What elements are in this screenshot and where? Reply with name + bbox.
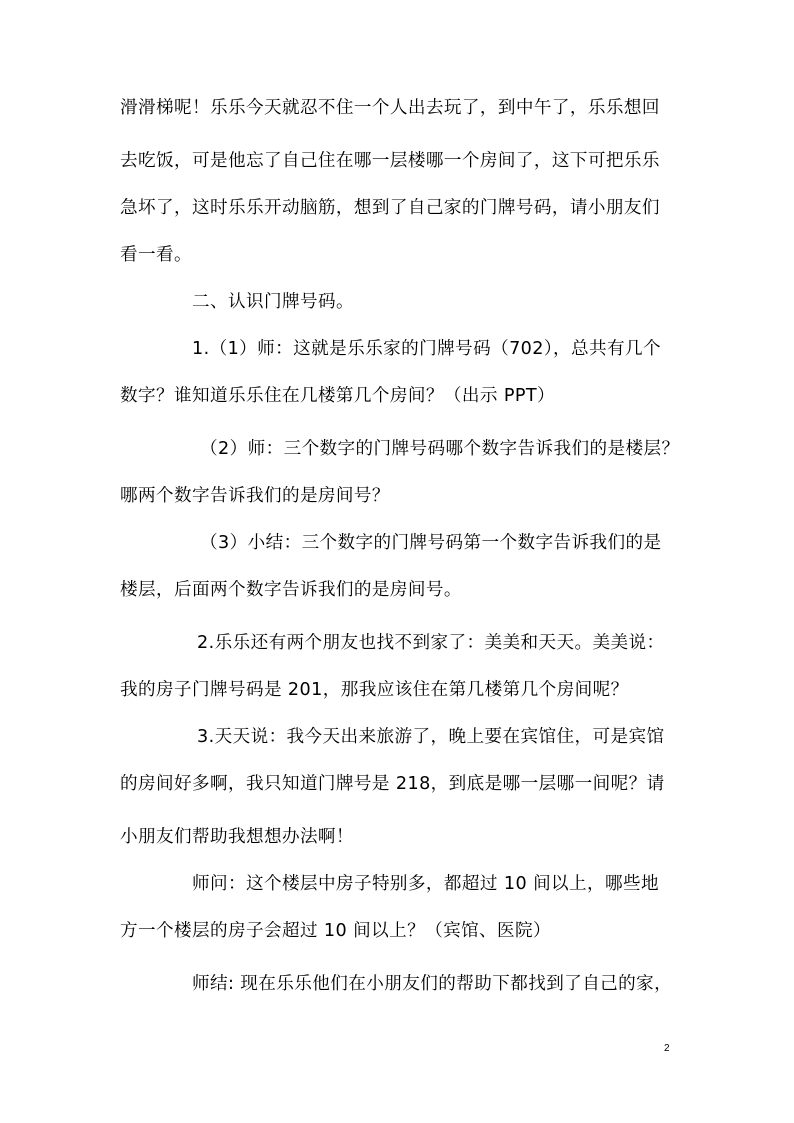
- paragraph-7-line-1: 师问：这个楼层中房子特别多，都超过 10 间以上，哪些地: [192, 874, 660, 894]
- paragraph-6-line-1: 3.天天说：我今天出来旅游了，晚上要在宾馆住，可是宾馆: [197, 727, 665, 747]
- paragraph-6-line-3: 小朋友们帮助我想想办法啊！: [120, 827, 354, 847]
- paragraph-3-line-1: （2）师：三个数字的门牌号码哪个数字告诉我们的是楼层？: [200, 439, 680, 459]
- paragraph-1-line-4: 看一看。: [120, 245, 192, 265]
- section-heading: 二、认识门牌号码。: [192, 292, 354, 312]
- paragraph-8-line-1: 师结: 现在乐乐他们在小朋友们的帮助下都找到了自己的家，: [192, 974, 673, 994]
- paragraph-1-line-1: 滑滑梯呢！乐乐今天就忍不住一个人出去玩了，到中午了，乐乐想回: [120, 98, 660, 118]
- paragraph-2-line-1: 1.（1）师：这就是乐乐家的门牌号码（702），总共有几个: [192, 339, 662, 359]
- paragraph-1-line-2: 去吃饭，可是他忘了自己住在哪一层楼哪一个房间了，这下可把乐乐: [120, 151, 660, 171]
- paragraph-4-line-1: （3）小结：三个数字的门牌号码第一个数字告诉我们的是: [200, 533, 662, 553]
- paragraph-3-line-2: 哪两个数字告诉我们的是房间号？: [120, 486, 390, 506]
- paragraph-1-line-3: 急坏了，这时乐乐开动脑筋，想到了自己家的门牌号码，请小朋友们: [120, 198, 660, 218]
- paragraph-7-line-2: 方一个楼层的房子会超过 10 间以上？（宾馆、医院）: [120, 921, 552, 941]
- paragraph-4-line-2: 楼层，后面两个数字告诉我们的是房间号。: [120, 580, 462, 600]
- paragraph-5-line-1: 2.乐乐还有两个朋友也找不到家了：美美和天天。美美说：: [197, 633, 665, 653]
- paragraph-6-line-2: 的房间好多啊，我只知道门牌号是 218，到底是哪一层哪一间呢？请: [120, 774, 665, 794]
- paragraph-5-line-2: 我的房子门牌号码是 201，那我应该住在第几楼第几个房间呢？: [120, 680, 629, 700]
- paragraph-2-line-2: 数字？谁知道乐乐住在几楼第几个房间？（出示 PPT）: [120, 386, 556, 406]
- page-number: 2: [664, 1043, 670, 1054]
